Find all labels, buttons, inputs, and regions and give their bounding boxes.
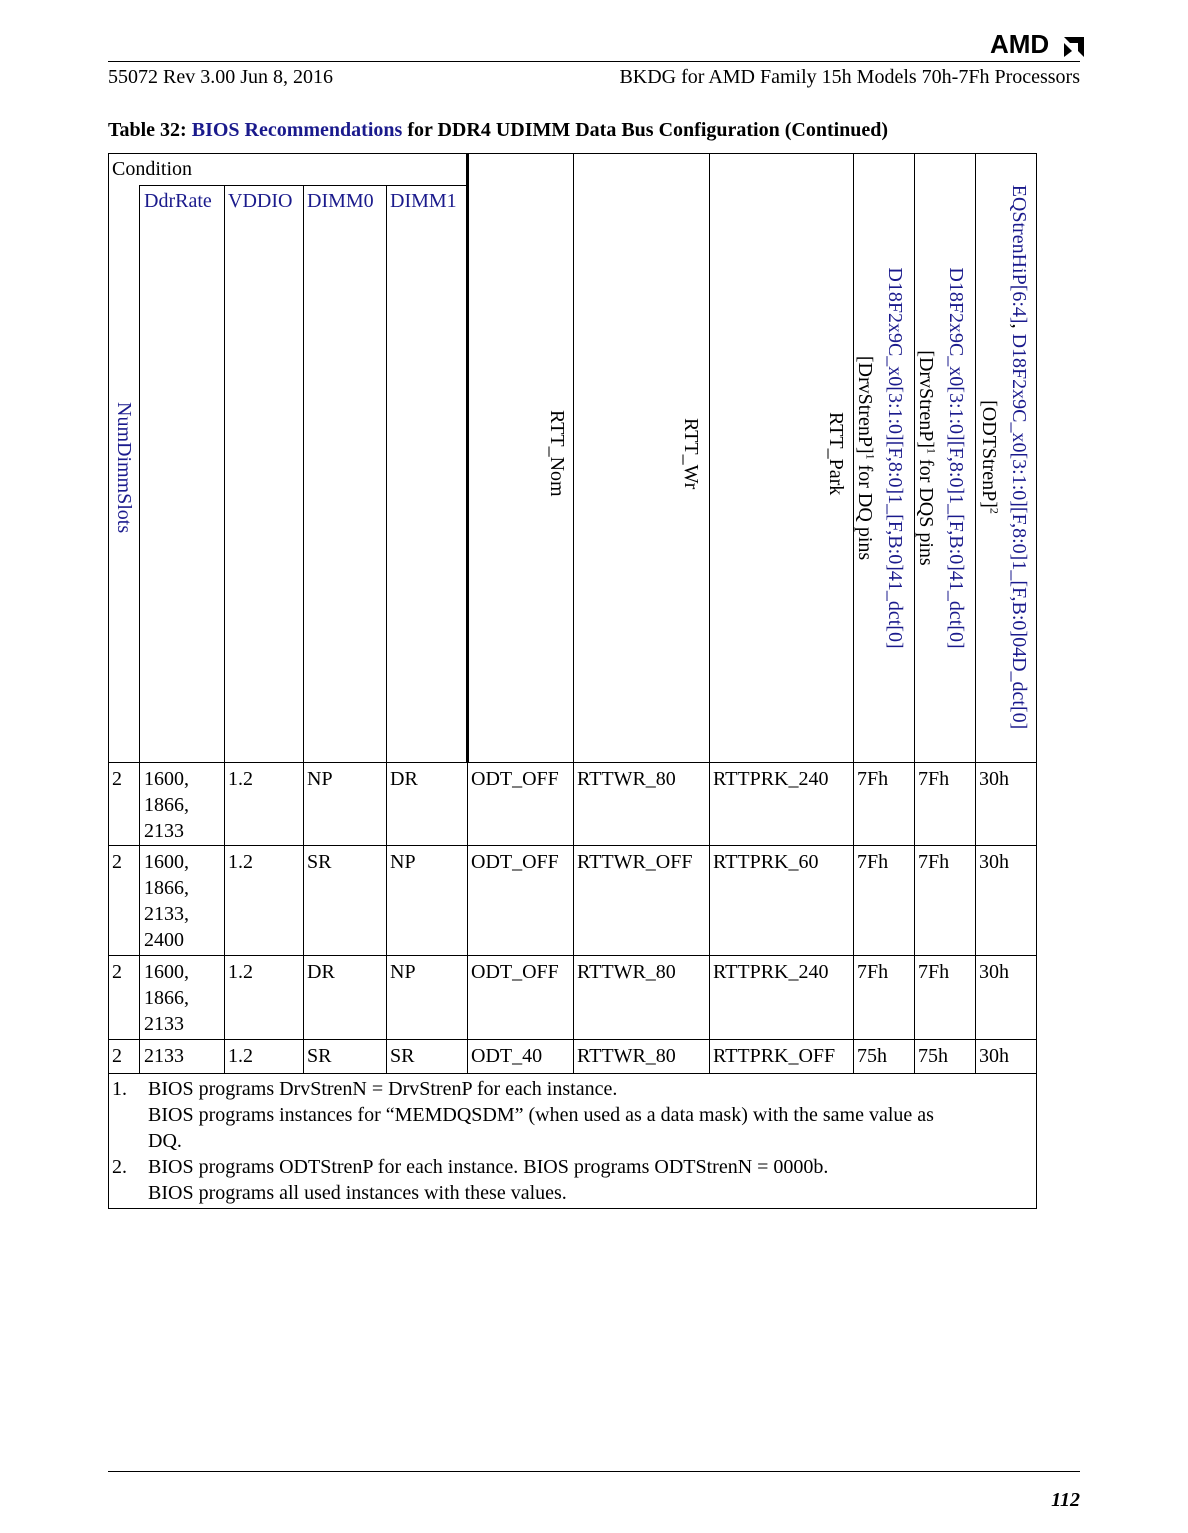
row-rule xyxy=(108,1073,1037,1074)
dq-register-link[interactable]: D18F2x9C_x0[3:1:0][F,8:0]1_[F,B:0]41_dct[0] xyxy=(884,267,906,649)
bios-recommendations-link[interactable]: BIOS Recommendations xyxy=(191,119,403,141)
numdimmslots-header[interactable]: NumDimmSlots xyxy=(113,402,135,534)
amd-logo-wordmark: AMD xyxy=(990,29,1050,59)
dqs-drvstrenp-cell: 7Fh xyxy=(918,768,950,790)
col-rule xyxy=(303,185,304,1073)
vddio-header[interactable]: VDDIO xyxy=(228,190,293,212)
rtt-wr-cell: RTTWR_80 xyxy=(577,961,676,983)
odtstrenp-cell: 30h xyxy=(979,851,1009,873)
ddrrate-cell: 1600, 1866, 2133 xyxy=(144,961,189,1035)
rtt-nom-header: RTT_Nom xyxy=(546,410,568,497)
table-caption xyxy=(108,117,888,143)
rtt-wr-cell: RTTWR_OFF xyxy=(577,851,693,873)
dimm0-cell: SR xyxy=(307,1045,332,1067)
vddio-cell: 1.2 xyxy=(228,961,253,983)
dq-drvstrenp-cell: 75h xyxy=(857,1045,887,1067)
odtstrenp-cell: 30h xyxy=(979,1045,1009,1067)
odt-register-line: EQStrenHiP[6:4], D18F2x9C_x0[3:1:0][F,8:0]1_[F,B:0]04D_dct[0] xyxy=(1008,184,1030,730)
numdimmslots-cell: 2 xyxy=(112,851,122,873)
footer-rule xyxy=(108,1471,1080,1472)
table-right-border xyxy=(1036,153,1037,1208)
footnote-line: BIOS programs ODTStrenP for each instance. BIOS programs ODTStrenN = 0000b. xyxy=(148,1156,829,1178)
rtt-wr-cell: RTTWR_80 xyxy=(577,1045,676,1067)
table-left-border xyxy=(108,153,109,1208)
footnote-number: 1. xyxy=(112,1078,127,1100)
dimm0-cell: SR xyxy=(307,851,332,873)
dqs-register-link[interactable]: D18F2x9C_x0[3:1:0][F,8:0]1_[F,B:0]41_dct[0] xyxy=(945,267,967,649)
col-rule xyxy=(386,185,387,1073)
dqs-field-label: [DrvStrenP]$^1$ for DQS pins xyxy=(915,350,939,566)
dqs-drvstrenp-cell: 7Fh xyxy=(918,961,950,983)
dimm0-cell: DR xyxy=(307,961,335,983)
col-rule xyxy=(139,185,140,1073)
dq-drvstrenp-cell: 7Fh xyxy=(857,961,889,983)
dq-drvstrenp-header xyxy=(850,240,910,676)
dqs-drvstrenp-cell: 7Fh xyxy=(918,851,950,873)
vddio-cell: 1.2 xyxy=(228,768,253,790)
numdimmslots-cell: 2 xyxy=(112,1045,122,1067)
dqs-drvstrenp-header xyxy=(911,240,971,676)
page-number: 112 xyxy=(1051,1489,1080,1511)
footnote-line: BIOS programs all used instances with these values. xyxy=(148,1182,567,1204)
table-bottom-border xyxy=(108,1208,1037,1209)
dimm0-header[interactable]: DIMM0 xyxy=(307,190,374,212)
dimm1-cell: SR xyxy=(390,1045,415,1067)
odtstrenp-cell: 30h xyxy=(979,768,1009,790)
document-title: BKDG for AMD Family 15h Models 70h-7Fh Processors xyxy=(619,66,1080,88)
condition-divider xyxy=(466,153,469,763)
caption-suffix: for DDR4 UDIMM Data Bus Configuration (Continued) xyxy=(402,119,889,141)
ddrrate-header[interactable]: DdrRate xyxy=(144,190,212,212)
col-rule xyxy=(467,762,468,1073)
rtt-nom-cell: ODT_OFF xyxy=(471,768,559,790)
rtt-park-header: RTT_Park xyxy=(825,412,847,496)
rtt-nom-cell: ODT_40 xyxy=(471,1045,543,1067)
rtt-park-cell: RTTPRK_OFF xyxy=(713,1045,836,1067)
dqs-drvstrenp-cell: 75h xyxy=(918,1045,948,1067)
vddio-cell: 1.2 xyxy=(228,1045,253,1067)
document-id: 55072 Rev 3.00 Jun 8, 2016 xyxy=(108,66,333,88)
ddrrate-cell: 1600, 1866, 2133, 2400 xyxy=(144,851,189,951)
amd-logo xyxy=(980,28,1086,60)
rtt-nom-cell: ODT_OFF xyxy=(471,851,559,873)
rtt-park-cell: RTTPRK_240 xyxy=(713,768,829,790)
numdimmslots-cell: 2 xyxy=(112,768,122,790)
odtstrenp-cell: 30h xyxy=(979,961,1009,983)
ddrrate-cell: 2133 xyxy=(144,1045,184,1067)
condition-header: Condition xyxy=(112,158,193,180)
col-rule xyxy=(709,153,710,1073)
footnote-line: DQ. xyxy=(148,1130,182,1152)
header-rule xyxy=(108,61,1080,62)
odt-field-label: [ODTStrenP]$^2$ xyxy=(978,400,1002,514)
odtstrenp-header xyxy=(974,157,1034,757)
eqstrenhip-link[interactable]: EQStrenHiP[6:4] xyxy=(1008,184,1030,324)
dimm0-cell: NP xyxy=(307,768,333,790)
footnote-line: BIOS programs instances for “MEMDQSDM” (when used as a data mask) with the same value as xyxy=(148,1104,934,1126)
rtt-nom-cell: ODT_OFF xyxy=(471,961,559,983)
rtt-wr-header: RTT_Wr xyxy=(680,418,702,490)
ddrrate-cell: 1600, 1866, 2133 xyxy=(144,768,189,842)
dimm1-cell: DR xyxy=(390,768,418,790)
dq-field-label: [DrvStrenP]$^1$ for DQ pins xyxy=(854,355,878,561)
dq-drvstrenp-cell: 7Fh xyxy=(857,768,889,790)
dimm1-header[interactable]: DIMM1 xyxy=(390,190,457,212)
footnote-number: 2. xyxy=(112,1156,127,1178)
rtt-park-cell: RTTPRK_240 xyxy=(713,961,829,983)
odt-register-link[interactable]: D18F2x9C_x0[3:1:0][F,8:0]1_[F,B:0]04D_dct[0] xyxy=(1008,333,1030,730)
numdimmslots-cell: 2 xyxy=(112,961,122,983)
rtt-park-cell: RTTPRK_60 xyxy=(713,851,819,873)
dq-drvstrenp-cell: 7Fh xyxy=(857,851,889,873)
dimm1-cell: NP xyxy=(390,961,416,983)
col-rule xyxy=(224,185,225,1073)
col-rule xyxy=(573,153,574,1073)
dimm1-cell: NP xyxy=(390,851,416,873)
caption-prefix: Table 32: xyxy=(108,119,192,141)
rtt-wr-cell: RTTWR_80 xyxy=(577,768,676,790)
footnote-line: BIOS programs DrvStrenN = DrvStrenP for each instance. xyxy=(148,1078,618,1100)
vddio-cell: 1.2 xyxy=(228,851,253,873)
